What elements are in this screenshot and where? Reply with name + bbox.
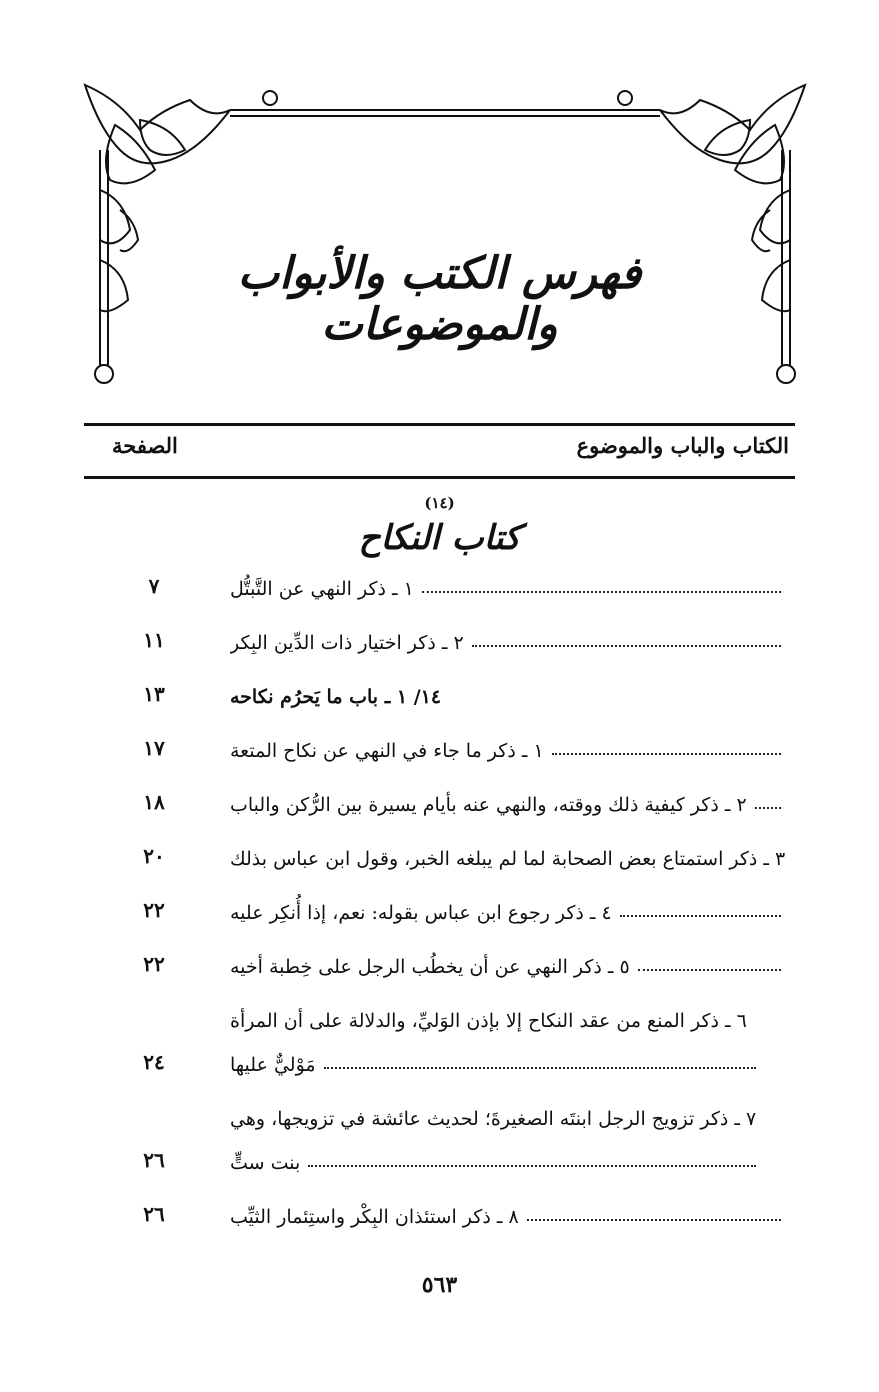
entry-line [230, 1096, 789, 1130]
entry-page: ٢٢ [143, 898, 165, 922]
entry-page: ١٧ [143, 736, 165, 760]
entry-text: ١٤/ ١ ـ باب ما يَحرُم نكاحه [230, 686, 442, 708]
entry-page: ٢٠ [143, 844, 165, 868]
book-number: (١٤) [424, 494, 455, 512]
entry-page: ٧ [148, 574, 160, 598]
entry-text: ١ ـ ذكر ما جاء في النهي عن نكاح المتعة [230, 740, 544, 762]
page-title: فهرس الكتب والأبواب والموضوعات [237, 248, 642, 350]
entry-text: ٦ ـ ذكر المنع من عقد النكاح إلا بإذن الوَليِّ، والدلالة على أن المرأة [230, 1010, 747, 1032]
entry-line [230, 674, 729, 708]
leader-dots [620, 915, 781, 917]
leader-dots [527, 1219, 781, 1221]
leader-dots [324, 1067, 756, 1069]
entry-text: ٣ ـ ذكر استمتاع بعض الصحابة لما لم يبلغه الخبر، وقول ابن عباس بذلك [230, 848, 786, 870]
entry-line [230, 1194, 789, 1228]
entry-line-continued [230, 1042, 764, 1076]
header-top-rule [84, 423, 795, 426]
entry-text: ٥ ـ ذكر النهي عن أن يخطُب الرجل على خِطبة أخيه [230, 956, 630, 978]
entry-text-continued: مَوْليٌّ عليها [230, 1054, 316, 1076]
header-bottom-rule [84, 476, 795, 479]
entry-page: ٢٢ [143, 952, 165, 976]
entry-text: ١ ـ ذكر النهي عن التَّبتُّل [230, 578, 414, 600]
entry-line [230, 620, 789, 654]
entry-line-continued [230, 1140, 764, 1174]
entry-line [230, 728, 789, 762]
leader-dots [755, 807, 781, 809]
topic-column-header: الكتاب والباب والموضوع [576, 433, 789, 458]
entry-page: ٢٦ [143, 1148, 165, 1172]
entry-text: ٢ ـ ذكر كيفية ذلك ووقته، والنهي عنه بأيام يسيرة بين الرُّكن والباب [230, 794, 747, 816]
entry-text: ٨ ـ ذكر استئذان البِكْر واستِئمار الثيِّب [230, 1206, 519, 1228]
entry-page: ١١ [143, 628, 165, 652]
entry-line [230, 836, 789, 870]
entry-page: ١٣ [143, 682, 165, 706]
entry-line [230, 890, 789, 924]
entry-text-continued: بنت ستٍّ [230, 1152, 301, 1174]
entry-text: ٤ ـ ذكر رجوع ابن عباس بقوله: نعم، إذا أُنكِر عليه [230, 902, 612, 924]
entry-line [230, 944, 789, 978]
entry-page: ١٨ [143, 790, 165, 814]
entry-text: ٢ ـ ذكر اختيار ذات الدِّين البِكر [230, 632, 464, 654]
entry-page: ٢٦ [143, 1202, 165, 1226]
entry-text: ٧ ـ ذكر تزويج الرجل ابنتَه الصغيرةَ؛ لحديث عائشة في تزويجها، وهي [230, 1108, 757, 1130]
book-title: كتاب النكاح [358, 518, 521, 558]
leader-dots [552, 753, 781, 755]
leader-dots [472, 645, 781, 647]
entry-line [230, 998, 789, 1032]
page-number: ٥٦٣ [421, 1272, 458, 1298]
leader-dots [422, 591, 781, 593]
entry-page: ٢٤ [143, 1050, 165, 1074]
leader-dots [638, 969, 781, 971]
page-column-header: الصفحة [112, 433, 178, 458]
entry-line [230, 566, 789, 600]
entry-line [230, 782, 789, 816]
leader-dots [308, 1165, 756, 1167]
